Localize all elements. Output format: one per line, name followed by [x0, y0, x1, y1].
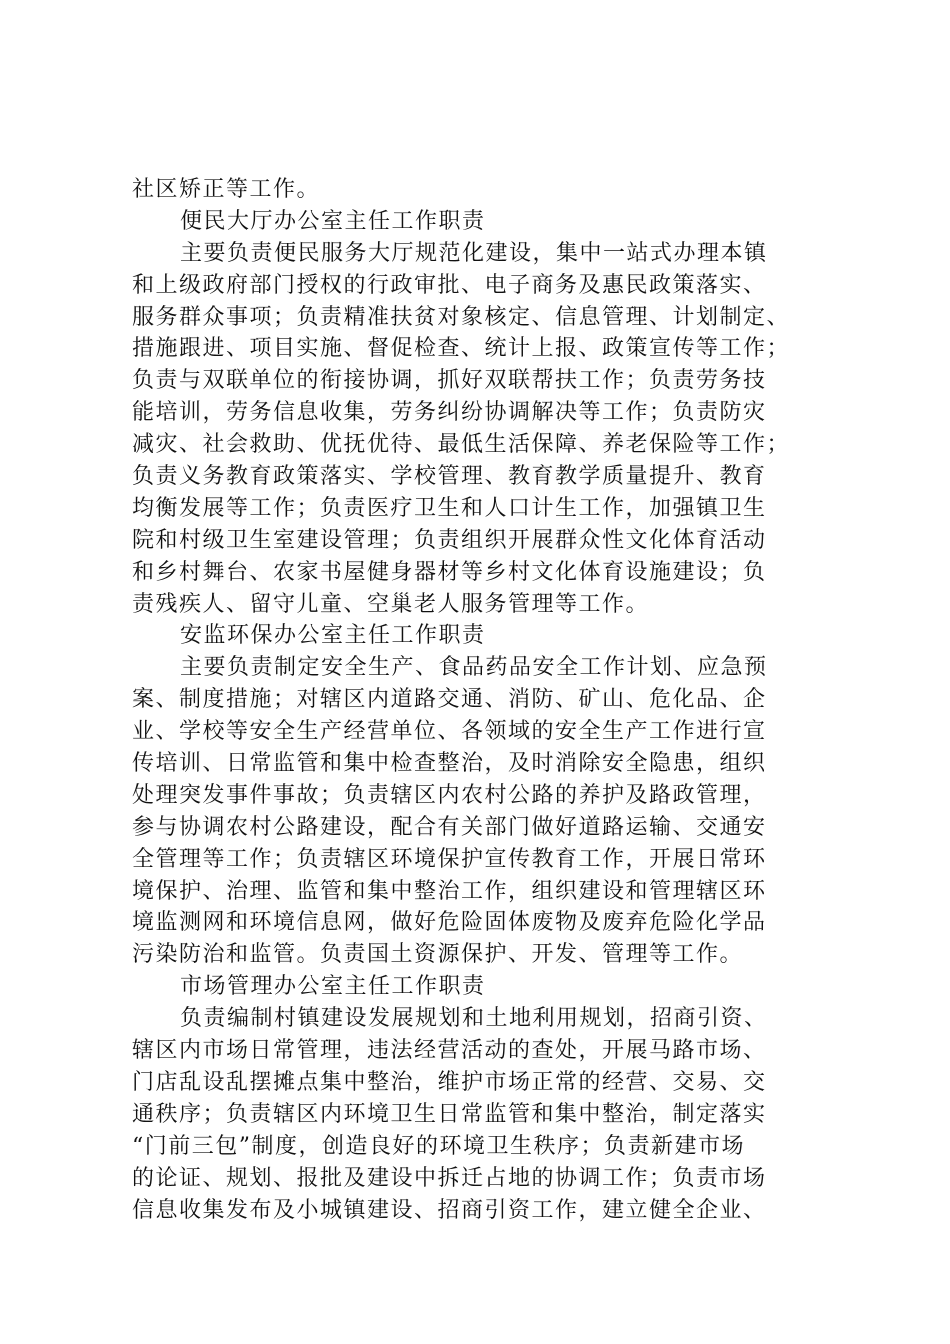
paragraph-line: 服务群众事项；负责精准扶贫对象核定、信息管理、计划制定、	[132, 304, 791, 330]
paragraph-line: 辖区内市场日常管理，违法经营活动的查处，开展马路市场、	[132, 1038, 767, 1064]
paragraph-line: 和乡村舞台、农家书屋健身器材等乡村文化体育设施建设；负	[132, 559, 767, 585]
paragraph-line: 能培训，劳务信息收集，劳务纠纷协调解决等工作；负责防灾	[132, 400, 767, 426]
paragraph-line: 负责编制村镇建设发展规划和土地利用规划，招商引资、	[180, 1006, 768, 1032]
paragraph-line: 传培训、日常监管和集中检查整治，及时消除安全隐患，组织	[132, 751, 767, 777]
paragraph-line: 境监测网和环境信息网，做好危险固体废物及废弃危险化学品	[132, 910, 767, 936]
paragraph-line: 的论证、规划、报批及建设中拆迁占地的协调工作；负责市场	[132, 1165, 767, 1191]
paragraph-line: “门前三包”制度，创造良好的环境卫生秩序；负责新建市场	[132, 1133, 745, 1159]
paragraph-line: 主要负责制定安全生产、食品药品安全工作计划、应急预	[180, 655, 768, 681]
paragraph-line: 全管理等工作；负责辖区环境保护宣传教育工作，开展日常环	[132, 846, 767, 872]
paragraph-line: 境保护、治理、监管和集中整治工作，组织建设和管理辖区环	[132, 878, 767, 904]
section-heading-bianmin: 便民大厅办公室主任工作职责	[180, 208, 486, 234]
section-heading-shichang: 市场管理办公室主任工作职责	[180, 974, 486, 1000]
paragraph-line: 信息收集发布及小城镇建设、招商引资工作，建立健全企业、	[132, 1197, 767, 1223]
paragraph-line: 负责义务教育政策落实、学校管理、教育教学质量提升、教育	[132, 464, 767, 490]
paragraph-line: 院和村级卫生室建设管理；负责组织开展群众性文化体育活动	[132, 527, 767, 553]
paragraph-line: 门店乱设乱摆摊点集中整治，维护市场正常的经营、交易、交	[132, 1069, 767, 1095]
paragraph-line: 通秩序；负责辖区内环境卫生日常监管和集中整治，制定落实	[132, 1101, 767, 1127]
paragraph-line: 责残疾人、留守儿童、空巢老人服务管理等工作。	[132, 591, 650, 617]
paragraph-line: 和上级政府部门授权的行政审批、电子商务及惠民政策落实、	[132, 272, 767, 298]
paragraph-line: 案、制度措施；对辖区内道路交通、消防、矿山、危化品、企	[132, 687, 767, 713]
section-heading-anjian: 安监环保办公室主任工作职责	[180, 623, 486, 649]
paragraph-line: 处理突发事件事故；负责辖区内农村公路的养护及路政管理，	[132, 782, 767, 808]
paragraph-line: 业、学校等安全生产经营单位、各领域的安全生产工作进行宣	[132, 719, 767, 745]
paragraph-line: 主要负责便民服务大厅规范化建设，集中一站式办理本镇	[180, 240, 768, 266]
document-body	[132, 174, 844, 1226]
paragraph-line: 社区矫正等工作。	[132, 177, 321, 202]
paragraph-line: 措施跟进、项目实施、督促检查、统计上报、政策宣传等工作；	[132, 336, 791, 362]
paragraph-line: 减灾、社会救助、优抚优待、最低生活保障、养老保险等工作；	[132, 432, 791, 458]
paragraph-line: 参与协调农村公路建设，配合有关部门做好道路运输、交通安	[132, 814, 767, 840]
paragraph-line: 均衡发展等工作；负责医疗卫生和人口计生工作，加强镇卫生	[132, 495, 767, 521]
paragraph-line: 污染防治和监管。负责国土资源保护、开发、管理等工作。	[132, 942, 744, 968]
paragraph-line: 负责与双联单位的衔接协调，抓好双联帮扶工作；负责劳务技	[132, 368, 767, 394]
